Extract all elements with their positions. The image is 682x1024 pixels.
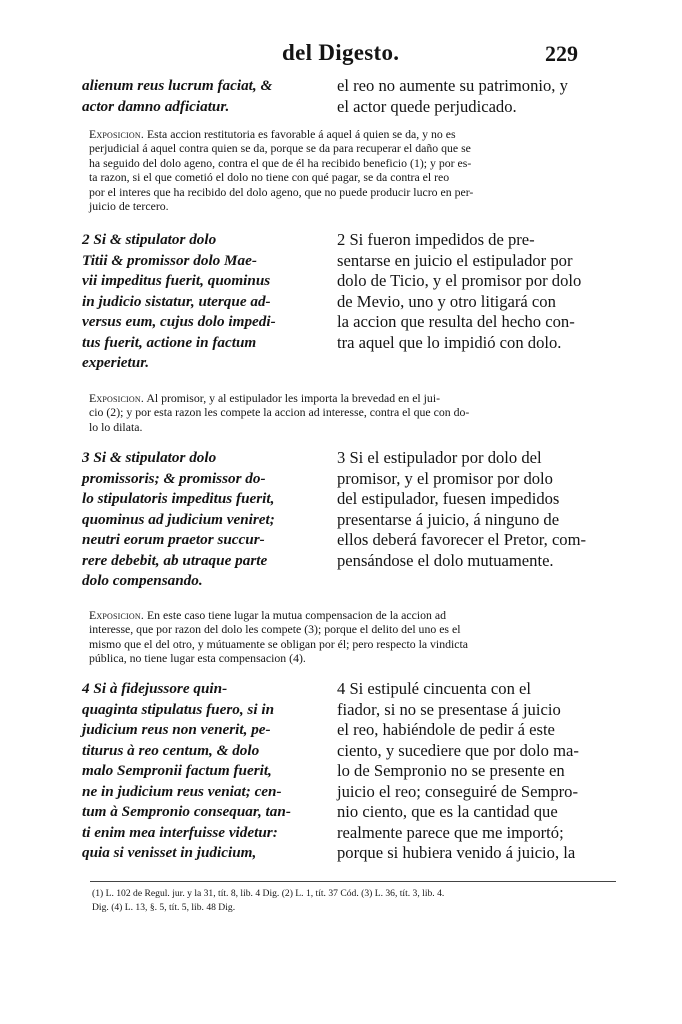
- latin-line: ne in judicium reus veniat; cen-: [82, 782, 282, 800]
- expo-line: Esta accion restitutoria es favorable á aquel á quien se da, y no es: [144, 127, 456, 141]
- latin-line: alienum reus lucrum faciat, &: [82, 77, 273, 94]
- latin-line: 4 Si à fidejussore quin-: [82, 680, 228, 697]
- exposicion-block: [89, 127, 617, 213]
- spanish-line: ciento, y sucediere que por dolo ma-: [337, 740, 579, 760]
- expo-line: perjudicial á aquel contra quien se da, porque se da para recuperar el daño que se: [89, 141, 471, 156]
- intro-latin: [82, 76, 272, 117]
- spanish-line: realmente parece que me importó;: [337, 822, 564, 842]
- spanish-line: el reo, habiéndole de pedir á este: [337, 720, 555, 739]
- spanish-line: fiador, si no se presentase á juicio: [337, 699, 561, 719]
- spanish-line: 4 Si estipulé cincuenta con el: [337, 679, 531, 698]
- expo-line: lo lo dilata.: [89, 419, 143, 434]
- latin-line: quominus ad judicium veniret;: [82, 510, 275, 528]
- latin-line: promissoris; & promissor do-: [82, 469, 266, 487]
- spanish-line: 2 Si fueron impedidos de pre-: [337, 230, 535, 249]
- latin-line: dolo compensando.: [82, 572, 203, 589]
- latin-line: tum à Sempronio consequar, tan-: [82, 803, 291, 820]
- expo-line: por el interes que ha recibido del dolo ageno, que no puede producir lucro en per-: [89, 184, 474, 199]
- latin-line: 2 Si & stipulator dolo: [82, 231, 217, 248]
- latin-line: lo stipulatoris impeditus fuerit,: [82, 490, 275, 507]
- running-title: del Digesto.: [282, 40, 400, 65]
- latin-line: rere debebit, ab utraque parte: [82, 551, 268, 569]
- section-4-spanish: [337, 679, 579, 864]
- spanish-line: pensándose el dolo mutuamente.: [337, 550, 554, 570]
- spanish-line: tra aquel que lo impidió con dolo.: [337, 332, 562, 352]
- latin-line: titurus à reo centum, & dolo: [82, 741, 260, 759]
- latin-line: malo Sempronii factum fuerit,: [82, 762, 272, 779]
- latin-line: Titii & promissor dolo Mae-: [82, 251, 257, 269]
- section-2-spanish: [337, 230, 581, 353]
- latin-line: neutri eorum praetor succur-: [82, 531, 265, 548]
- expo-line: interesse, que por razon del dolo les compete (3); porque el delito del uno es el: [89, 622, 461, 637]
- page-header: [0, 40, 682, 70]
- exposicion-label: Exposicion.: [89, 608, 145, 622]
- spanish-line: el actor quede perjudicado.: [337, 96, 517, 116]
- exposicion-block: [89, 608, 617, 666]
- spanish-line: del estipulador, fuesen impedidos: [337, 489, 560, 508]
- spanish-line: el reo no aumente su patrimonio, y: [337, 76, 568, 95]
- page-number: 229: [545, 41, 578, 66]
- spanish-line: dolo de Ticio, y el promisor por dolo: [337, 271, 582, 290]
- spanish-line: ellos deberá favorecer el Pretor, com-: [337, 530, 587, 549]
- section-3-latin: [82, 448, 275, 592]
- latin-line: quaginta stipulatus fuero, si in: [82, 700, 275, 718]
- spanish-line: promisor, y el promisor por dolo: [337, 468, 553, 488]
- expo-line: mismo que el del otro, y mútuamente se obligan por él; pero respecto la vindicta: [89, 636, 469, 651]
- exposicion-label: Exposicion.: [89, 391, 145, 405]
- latin-line: tus fuerit, actione in factum: [82, 333, 257, 351]
- footnote-rule: [90, 881, 616, 882]
- expo-line: Al promisor, y al estipulador les importa la brevedad en el jui-: [144, 391, 441, 405]
- latin-line: quia si venisset in judicium,: [82, 844, 257, 861]
- spanish-line: juicio el reo; conseguiré de Sempro-: [337, 781, 578, 801]
- latin-line: vii impeditus fuerit, quominus: [82, 272, 271, 289]
- latin-line: versus eum, cujus dolo impedi-: [82, 313, 276, 330]
- spanish-line: la accion que resulta del hecho con-: [337, 312, 575, 331]
- footnotes: [92, 887, 622, 914]
- latin-line: actor damno adficiatur.: [82, 97, 230, 115]
- latin-line: judicium reus non venerit, pe-: [82, 721, 271, 738]
- expo-line: cio (2); y por esta razon les compete la accion ad interesse, contra el que con do-: [89, 405, 470, 420]
- latin-line: experietur.: [82, 354, 150, 371]
- exposicion-block: [89, 391, 617, 434]
- spanish-line: presentarse á juicio, á ninguno de: [337, 509, 560, 529]
- intro-spanish: [337, 76, 568, 117]
- latin-line: ti enim mea interfuisse videtur:: [82, 823, 278, 841]
- spanish-line: sentarse en juicio el estipulador por: [337, 250, 573, 270]
- spanish-line: de Mevio, uno y otro litigará con: [337, 291, 556, 311]
- footnote-line: Dig. (4) L. 13, §. 5, tít. 5, lib. 48 Dig.: [92, 901, 236, 913]
- exposicion-label: Exposicion.: [89, 127, 145, 141]
- expo-line: ha seguido del dolo ageno, contra el que de él ha recibido beneficio (1); y por es-: [89, 155, 472, 170]
- expo-line: juicio de tercero.: [89, 198, 169, 213]
- latin-line: 3 Si & stipulator dolo: [82, 449, 217, 466]
- spanish-line: nio ciento, que es la cantidad que: [337, 802, 558, 821]
- expo-line: En este caso tiene lugar la mutua compensacion de la accion ad: [144, 608, 447, 622]
- expo-line: ta razon, si el que cometió el dolo no tiene con qué pagar, se da contra el reo: [89, 170, 450, 185]
- section-3-spanish: [337, 448, 586, 571]
- spanish-line: porque si hubiera venido á juicio, la: [337, 843, 576, 862]
- section-4-latin: [82, 679, 291, 864]
- spanish-line: 3 Si el estipulador por dolo del: [337, 448, 542, 467]
- section-2-latin: [82, 230, 276, 374]
- latin-line: in judicio sistatur, uterque ad-: [82, 292, 271, 310]
- footnote-line: (1) L. 102 de Regul. jur. y la 31, tít. 8, lib. 4 Dig. (2) L. 1, tít. 37 Cód. (3) L. 36, tít. 3, lib. 4.: [92, 888, 445, 899]
- spanish-line: lo de Sempronio no se presente en: [337, 761, 565, 780]
- expo-line: pública, no tiene lugar esta compensacion (4).: [89, 651, 306, 666]
